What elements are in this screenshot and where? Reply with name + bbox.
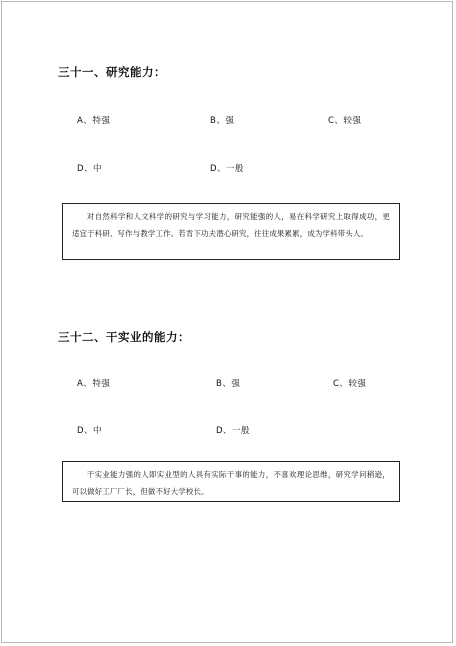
option-a[interactable]: A、特强 (77, 116, 111, 126)
description-box: 对自然科学和人文科学的研究与学习能力，研究能强的人，易在科学研究上取得成功，更适宜于科研、写作与教学工作。若肯下功夫潜心研究，往往成果累累，成为学科带头人。 (62, 203, 400, 260)
option-e[interactable]: D、一般 (216, 426, 251, 436)
option-b[interactable]: B、强 (210, 116, 235, 126)
option-d[interactable]: D、中 (77, 164, 103, 174)
description-box: 干实业能力强的人即实业型的人具有实际干事的能力，不喜欢理论思维，研究学问稍逊，可以做好工厂厂长，但做不好大学校长。 (62, 461, 400, 502)
option-c[interactable]: C、较强 (333, 379, 367, 389)
option-a[interactable]: A、特强 (77, 379, 111, 389)
option-c[interactable]: C、较强 (328, 116, 362, 126)
option-e[interactable]: D、一般 (210, 164, 245, 174)
page-border (1, 1, 453, 643)
section-title: 三十一、研究能力： (58, 65, 166, 79)
option-b[interactable]: B、强 (216, 379, 241, 389)
option-d[interactable]: D、中 (77, 426, 103, 436)
section-title: 三十二、干实业的能力： (58, 330, 190, 344)
